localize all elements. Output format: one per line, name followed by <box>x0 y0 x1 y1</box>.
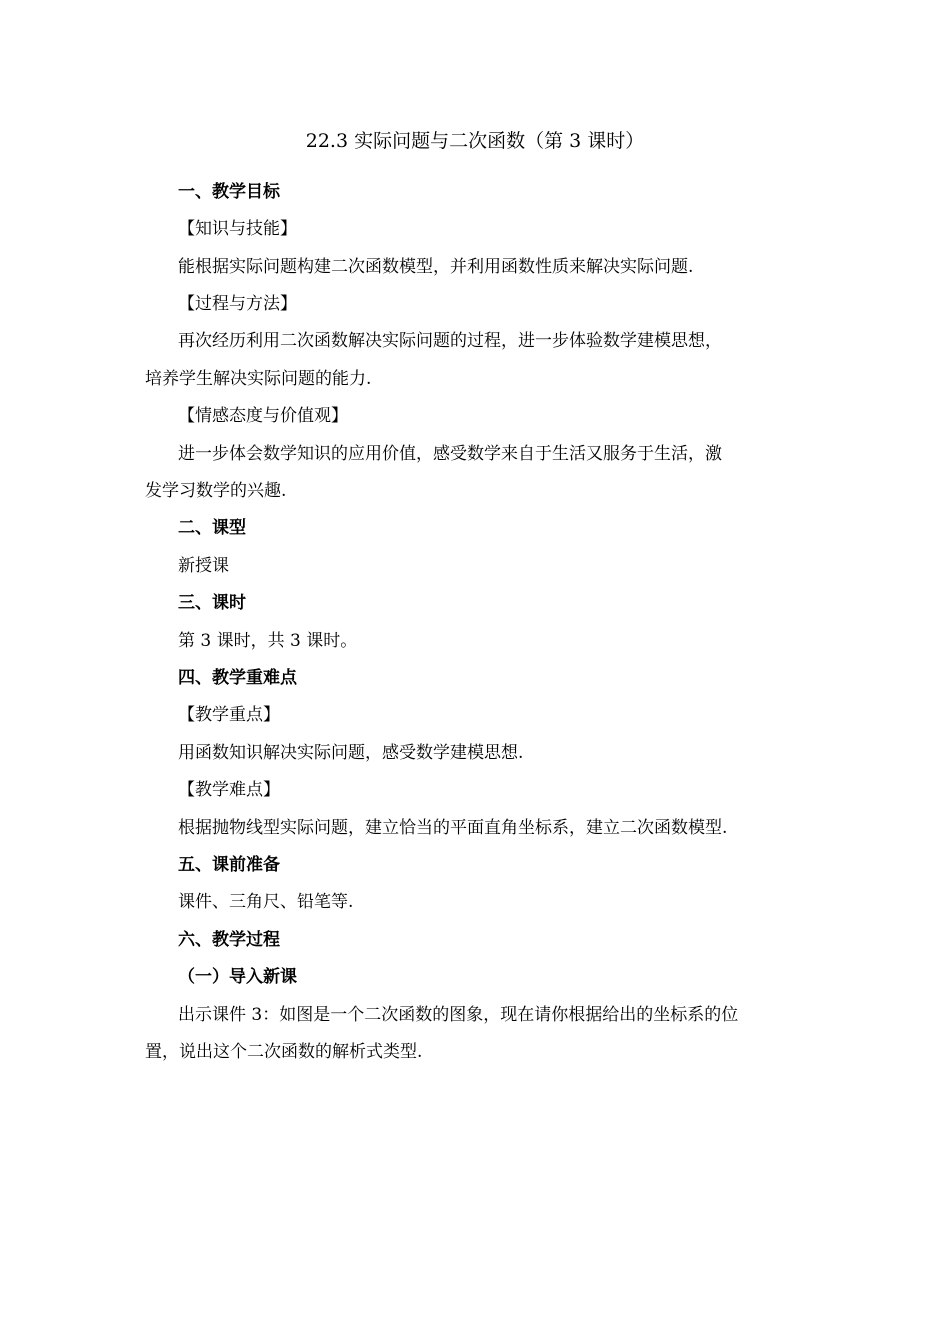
section-heading-class-hours: 三、课时 <box>178 593 246 613</box>
knowledge-skill-label: 【知识与技能】 <box>178 219 297 239</box>
introduction-text-line2: 置，说出这个二次函数的解析式类型. <box>145 1042 423 1062</box>
emotion-attitude-text-line1: 进一步体会数学知识的应用价值，感受数学来自于生活又服务于生活，激 <box>178 444 722 464</box>
introduction-text-line1: 出示课件 3：如图是一个二次函数的图象，现在请你根据给出的坐标系的位 <box>178 1005 739 1025</box>
preparation-text: 课件、三角尺、铅笔等. <box>178 892 354 912</box>
difficult-point-label: 【教学难点】 <box>178 780 280 800</box>
process-method-text-line2: 培养学生解决实际问题的能力. <box>145 369 372 389</box>
process-method-text-line1: 再次经历利用二次函数解决实际问题的过程，进一步体验数学建模思想， <box>178 331 722 351</box>
class-hours-text: 第 3 课时，共 3 课时。 <box>178 631 358 651</box>
subsection-heading-introduction: （一）导入新课 <box>178 967 297 987</box>
section-heading-teaching-process: 六、教学过程 <box>178 930 280 950</box>
section-heading-preparation: 五、课前准备 <box>178 855 280 875</box>
lesson-type-text: 新授课 <box>178 556 229 576</box>
emotion-attitude-text-line2: 发学习数学的兴趣. <box>145 481 287 501</box>
document-title: 22.3 实际问题与二次函数（第 3 课时） <box>305 130 645 152</box>
difficult-point-text: 根据抛物线型实际问题，建立恰当的平面直角坐标系，建立二次函数模型. <box>178 818 728 838</box>
key-point-text: 用函数知识解决实际问题，感受数学建模思想. <box>178 743 524 763</box>
section-heading-key-difficult: 四、教学重难点 <box>178 668 297 688</box>
process-method-label: 【过程与方法】 <box>178 294 297 314</box>
section-heading-objectives: 一、教学目标 <box>178 182 280 202</box>
key-point-label: 【教学重点】 <box>178 705 280 725</box>
knowledge-skill-text: 能根据实际问题构建二次函数模型，并利用函数性质来解决实际问题. <box>178 257 694 277</box>
section-heading-lesson-type: 二、课型 <box>178 518 246 538</box>
emotion-attitude-label: 【情感态度与价值观】 <box>178 406 348 426</box>
